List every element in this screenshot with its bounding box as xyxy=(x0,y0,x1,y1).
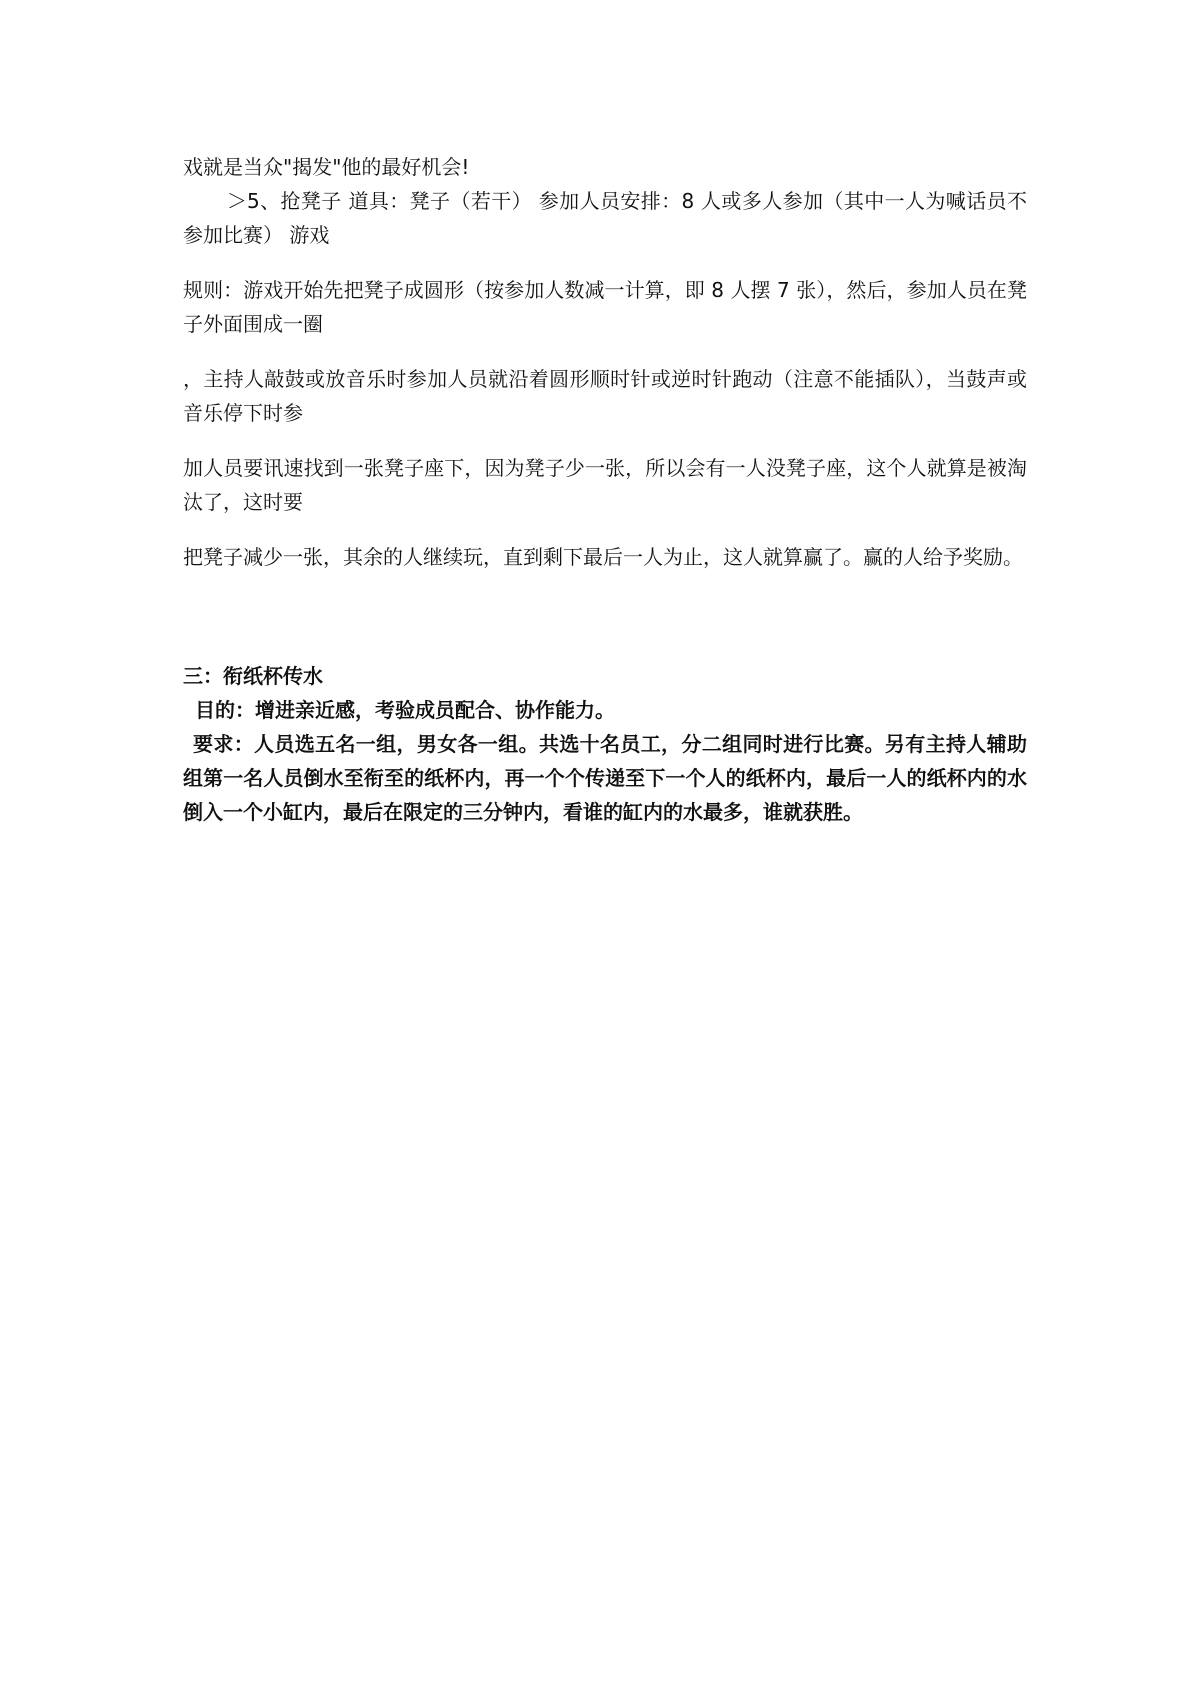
paragraph-game-5-heading: ＞5、抢凳子 道具：凳子（若干） 参加人员安排：8 人或多人参加（其中一人为喊话员不参加比赛） 游戏 xyxy=(183,189,1027,247)
paragraph-rules-winner: 把凳子减少一张，其余的人继续玩，直到剩下最后一人为止，这人就算赢了。赢的人给予奖励。 xyxy=(183,545,1023,569)
section-purpose: 目的：增进亲近感，考验成员配合、协作能力。 xyxy=(195,698,615,722)
paragraph-rules: 规则：游戏开始先把凳子成圆形（按参加人数减一计算，即 8 人摆 7 张），然后，参加人员在凳子外面围成一圈 xyxy=(183,278,1027,336)
document-body xyxy=(183,150,1027,829)
section-requirement-text: 要求：人员选五名一组，男女各一组。共选十名员工，分二组同时进行比赛。另有主持人辅助组第一名人员倒水至衔至的纸杯内，再一个个传递至下一个人的纸杯内，最后一人的纸杯内的水倒入一个小缸内，最后在限定的三分钟内，看谁的缸内的水最多，谁就获胜。 xyxy=(183,732,1027,824)
paragraph-rules-elimination: 加人员要讯速找到一张凳子座下，因为凳子少一张，所以会有一人没凳子座，这个人就算是被淘汰了，这时要 xyxy=(183,456,1027,514)
paragraph-rules-running: ，主持人敲鼓或放音乐时参加人员就沿着圆形顺时针或逆时针跑动（注意不能插队），当鼓声或音乐停下时参 xyxy=(183,367,1027,425)
section-title: 三：衔纸杯传水 xyxy=(183,664,323,688)
section-requirement xyxy=(183,727,1027,829)
paragraph-intro: 戏就是当众"揭发"他的最好机会! xyxy=(183,155,470,179)
